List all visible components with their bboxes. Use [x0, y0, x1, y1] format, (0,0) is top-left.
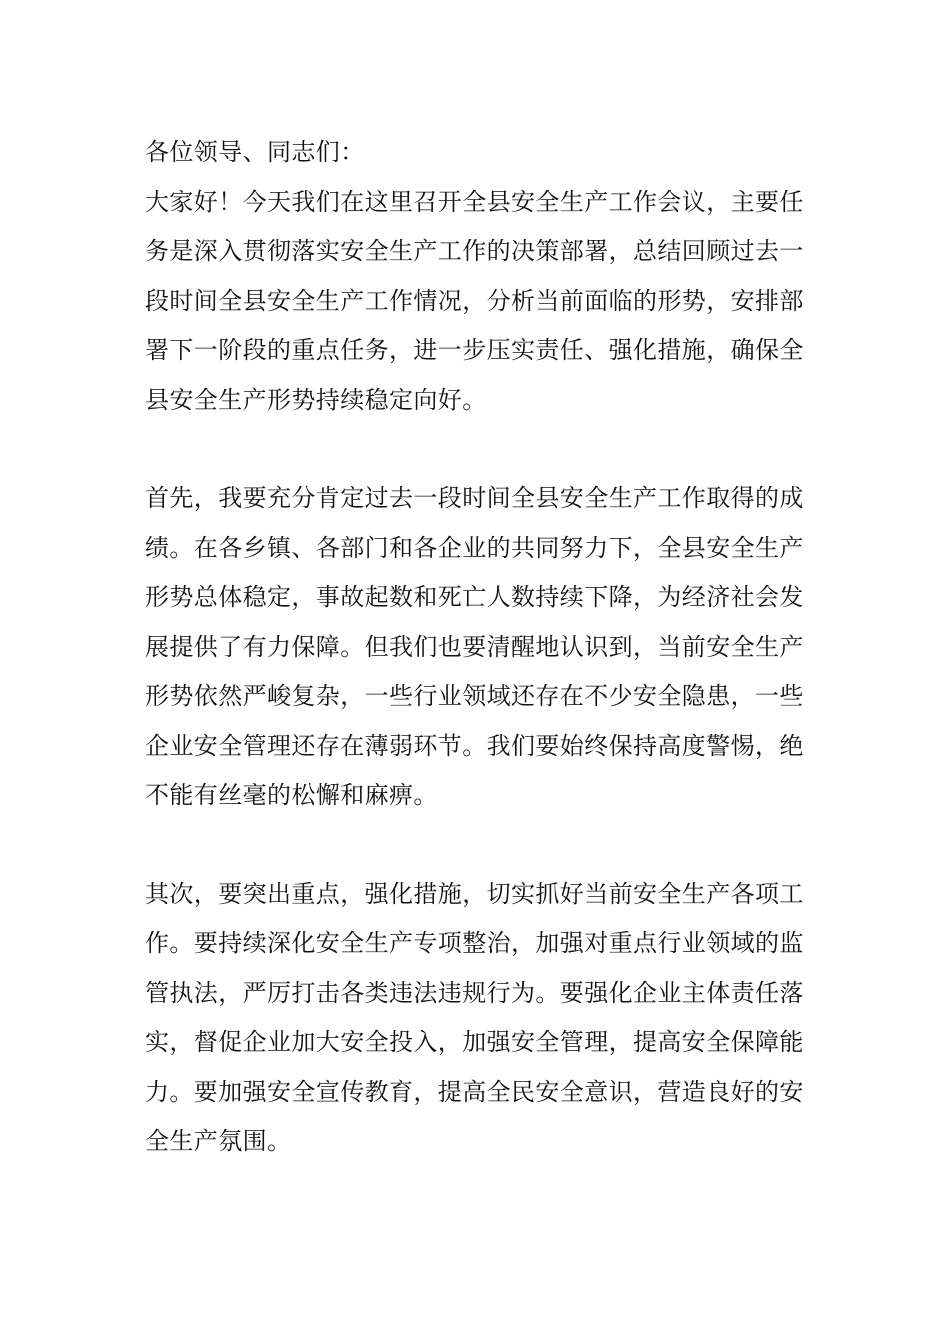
paragraph-line: 作。要持续深化安全生产专项整治，加强对重点行业领域的监	[145, 929, 804, 957]
paragraph-spacer	[145, 821, 810, 870]
paragraph-line: 绩。在各乡镇、各部门和各企业的共同努力下，全县安全生产	[145, 533, 804, 562]
paragraph-line: 其次，要突出重点，强化措施，切实抓好当前安全生产各项工	[145, 879, 804, 908]
paragraph-line: 管执法，严厉打击各类违法违规行为。要强化企业主体责任落	[145, 978, 804, 1007]
paragraph-line: 展提供了有力保障。但我们也要清醒地认识到，当前安全生产	[145, 632, 804, 661]
paragraph-line: 形势总体稳定，事故起数和死亡人数持续下降，为经济社会发	[145, 583, 804, 611]
paragraph-line: 力。要加强安全宣传教育，提高全民安全意识，营造良好的安	[145, 1077, 804, 1106]
salutation: 各位领导、同志们：	[145, 138, 365, 166]
document-page	[145, 128, 810, 1167]
paragraph-line: 大家好！今天我们在这里召开全县安全生产工作会议，主要任	[145, 187, 804, 216]
paragraph-line: 形势依然严峻复杂，一些行业领域还存在不少安全隐患，一些	[145, 682, 804, 710]
paragraph-first	[145, 474, 810, 821]
paragraph-opening	[145, 178, 810, 426]
paragraph-second	[145, 870, 810, 1167]
paragraph-line: 全生产氛围。	[145, 1127, 292, 1155]
paragraph-spacer	[145, 425, 810, 474]
paragraph-line: 实，督促企业加大安全投入，加强安全管理，提高安全保障能	[145, 1028, 804, 1056]
paragraph-line: 县安全生产形势持续稳定向好。	[145, 385, 487, 414]
paragraph-line: 署下一阶段的重点任务，进一步压实责任、强化措施，确保全	[145, 336, 804, 364]
paragraph-line: 务是深入贯彻落实安全生产工作的决策部署，总结回顾过去一	[145, 237, 804, 265]
paragraph-line: 企业安全管理还存在薄弱环节。我们要始终保持高度警惕，绝	[145, 731, 804, 760]
paragraph-line: 不能有丝毫的松懈和麻痹。	[145, 781, 438, 809]
paragraph-line: 段时间全县安全生产工作情况，分析当前面临的形势，安排部	[145, 286, 804, 315]
paragraph-line: 首先，我要充分肯定过去一段时间全县安全生产工作取得的成	[145, 484, 804, 512]
